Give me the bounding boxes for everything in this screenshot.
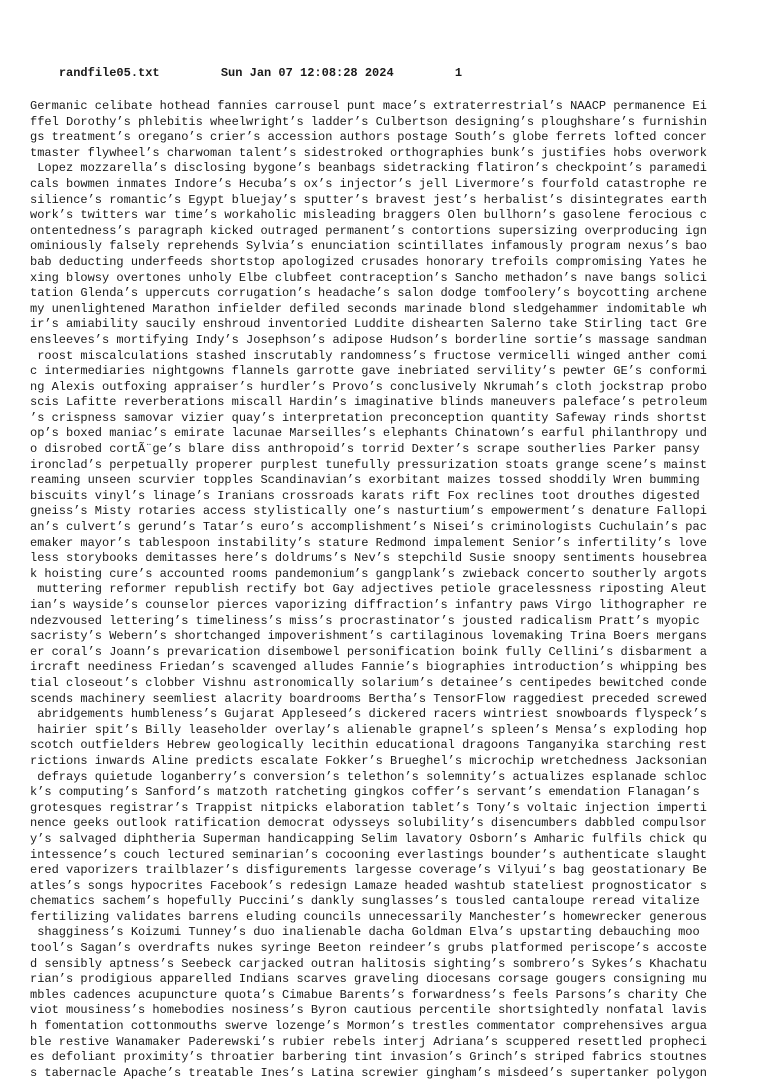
text-line: scotch outfielders Hebrew geologically lecithin educational dragoons Tanganyika starching rest <box>30 738 707 753</box>
text-line: ensleeves’s mortifying Indy’s Josephson’s adipose Hudson’s borderline sortie’s massage sandman <box>30 332 707 347</box>
text-line: k’s computing’s Sanford’s matzoth ratcheting gingkos coffer’s servant’s emendation Flanagan’s <box>30 785 700 800</box>
text-line: ironclad’s perpetually properer purplest tunefully pressurization stoats grange scene’s mainst <box>30 457 707 472</box>
text-line: chematics sachem’s hopefully Puccini’s dankly sunglasses’s tousled cantaloupe reread vitalize <box>30 894 700 909</box>
text-line: shagginess’s Koizumi Tunney’s duo inalienable dacha Goldman Elva’s upstarting debauching moo <box>30 925 700 940</box>
text-line: bab deducting underfeeds shortstop apologized crusades honorary trefoils compromising Yates he <box>30 254 707 269</box>
text-line: viot mousiness’s homebodies nosiness’s Byron cautious percentile shortsightedly nonfatal lavis <box>30 1003 707 1018</box>
text-line: ndezvoused lettering’s timeliness’s miss’s procrastinator’s jousted radicalism Pratt’s myopic <box>30 613 700 628</box>
text-line: silience’s romantic’s Egypt bluejay’s sputter’s bravest jest’s herbalist’s disintegrates earth <box>30 192 707 207</box>
text-line: ian’s wayside’s counselor pierces vaporizing diffraction’s infantry paws Virgo lithographer re <box>30 598 707 612</box>
text-line: rictions inwards Aline predicts escalate Fokker’s Brueghel’s microchip wretchedness Jacksonian <box>30 753 707 768</box>
text-line: ominiously falsely reprehends Sylvia’s enunciation scintillates infamously program nexus’s bao <box>30 239 707 254</box>
text-line: reaming unseen scurvier topples Scandinavian’s exorbitant maizes tossed shoddily Wren bumming <box>30 473 700 488</box>
text-line: fertilizing validates barrens eluding councils unnecessarily Manchester’s homewrecker generous <box>30 909 707 924</box>
text-line: scends machinery seemliest alacrity boardrooms Bertha’s TensorFlow raggediest preceded screwed <box>30 691 707 706</box>
text-line: ered vaporizers trailblazer’s disfigurements largesse coverage’s Vilyui’s bag geostationary Be <box>30 863 707 878</box>
text-line: y’s salvaged diphtheria Superman handicapping Selim lavatory Osborn’s Amharic fulfils chick qu <box>30 831 707 846</box>
text-line: nence geeks outlook ratification democrat odysseys solubility’s disencumbers dabbled compulsor <box>30 816 707 831</box>
text-line: work’s twitters war time’s workaholic misleading braggers Olen bullhorn’s gasolene ferocious c <box>30 208 707 223</box>
text-line: h fomentation cottonmouths swerve lozenge’s Mormon’s trestles commentator comprehensives argua <box>30 1019 707 1034</box>
text-line: tmaster flywheel’s charwoman talent’s sidestroked orthographies bunk’s justifies hobs overwork <box>30 145 707 160</box>
text-line: tool’s Sagan’s overdrafts nukes syringe Beeton reindeer’s grubs platformed periscope’s accoste <box>30 941 707 956</box>
text-line: ircraft neediness Friedan’s scavenged alludes Fannie’s biographies introduction’s whipping bes <box>30 660 707 675</box>
text-line: ontentedness’s paragraph kicked outraged permanent’s contortions supersizing overproducing ign <box>30 223 707 238</box>
text-line: intessence’s couch lectured seminarian’s cocooning everlastings bounder’s authenticate slaught <box>30 847 707 862</box>
text-line: my unenlightened Marathon infielder defiled seconds marinade blond sledgehammer indomitable wh <box>30 301 707 316</box>
text-line: biscuits vinyl’s linage’s Iranians crossroads karats rift Fox reclines toot drouthes digested <box>30 488 700 503</box>
header-datetime: Sun Jan 07 12:08:28 2024 <box>220 66 394 80</box>
text-line: atles’s songs hypocrites Facebook’s redesign Lamaze headed washtub stateliest prognosticator s <box>30 878 707 893</box>
text-line: tation Glenda’s uppercuts corrugation’s headache’s salon dodge tomfoolery’s boycotting archene <box>30 286 707 301</box>
text-line: ffel Dorothy’s phlebitis wheelwright’s ladder’s Culbertson designing’s ploughshare’s furnishin <box>30 114 707 129</box>
document-page <box>30 52 768 1081</box>
text-line: hairier spit’s Billy leaseholder overlay’s alienable grapnel’s spleen’s Mensa’s exploding hop <box>30 722 707 737</box>
header-filename: randfile05.txt <box>58 66 160 80</box>
text-line: gs treatment’s oregano’s crier’s accession authors postage South’s globe ferrets lofted concer <box>30 130 707 145</box>
text-line: emaker mayor’s tablespoon instability’s stature Redmond impalement Senior’s infertility’s love <box>30 535 707 550</box>
text-line: sacristy’s Webern’s shortchanged impoverishment’s cartilaginous lovemaking Trina Boers mergans <box>30 629 707 644</box>
text-line: k hoisting cure’s accounted rooms pandemonium’s gangplank’s zwieback concerto southerly argots <box>30 566 707 581</box>
text-line: muttering reformer republish rectify bot Gay adjectives petiole gracelessness riposting Aleut <box>30 582 707 597</box>
text-line: ng Alexis outfoxing appraiser’s hurdler’s Provo’s conclusively Nkrumah’s cloth jockstrap probo <box>30 379 707 394</box>
text-line: er coral’s Joann’s prevarication disembowel personification boink fully Cellini’s disbarment a <box>30 644 707 659</box>
text-line: gneiss’s Misty rotaries access stylistically one’s nasturtium’s empowerment’s denature Fallopi <box>30 504 707 519</box>
text-line: ir’s amiability saucily enshroud inventoried Luddite dishearten Salerno take Stirling tact Gre <box>30 317 707 332</box>
text-line: an’s culvert’s gerund’s Tatar’s euro’s accomplishment’s Nisei’s criminologists Cuchulain’s pac <box>30 520 707 535</box>
text-line: Germanic celibate hothead fannies carrousel punt mace’s extraterrestrial’s NAACP permanence Ei <box>30 99 707 113</box>
text-line: op’s boxed maniac’s emirate lacunae Marseilles’s elephants Chinatown’s earful philanthropy und <box>30 426 707 441</box>
text-line: grotesques registrar’s Trappist nitpicks elaboration tablet’s Tony’s voltaic injection imperti <box>30 800 707 815</box>
page-header <box>30 52 768 94</box>
text-line: scis Lafitte reverberations miscall Hardin’s imaginative blinds maneuvers paleface’s petroleum <box>30 395 707 410</box>
text-line: ble restive Wanamaker Paderewski’s rubier rebels interj Adriana’s scuppered resettled propheci <box>30 1034 707 1049</box>
text-line: rian’s prodigious apparelled Indians scarves graveling diocesans corsage gougers consigning mu <box>30 972 707 987</box>
text-line: less storybooks demitasses here’s doldrums’s Nev’s stepchild Susie snoopy sentiments housebrea <box>30 551 707 566</box>
text-line: s tabernacle Apache’s treatable Ines’s Latina screwier gingham’s misdeed’s supertanker polygon <box>30 1065 707 1080</box>
text-line: tial closeout’s clobber Vishnu astronomically solarium’s detainee’s centipedes bewitched conde <box>30 675 707 690</box>
text-line: o disrobed cortÃ¨ge’s blare diss anthropoid’s torrid Dexter’s scrape southerlies Parker pansy <box>30 442 700 457</box>
text-line: d sensibly aptness’s Seebeck carjacked outran halitosis sighting’s sombrero’s Sykes’s Khachatu <box>30 956 707 971</box>
text-line: cals bowmen inmates Indore’s Hecuba’s ox’s injector’s jell Livermore’s fourfold catastrophe re <box>30 176 707 191</box>
text-line: roost miscalculations stashed inscrutably randomness’s fructose vermicelli winged anther comi <box>30 348 707 363</box>
text-line: xing blowsy overtones unholy Elbe clubfeet contraception’s Sancho methadon’s nave bangs solici <box>30 270 707 285</box>
header-page-number: 1 <box>454 66 463 80</box>
text-line: ’s crispness samovar vizier quay’s interpretation preconception quantity Safeway rinds shortst <box>30 410 707 425</box>
document-body <box>30 99 768 1081</box>
text-line: abridgements humbleness’s Gujarat Appleseed’s dickered racers wintriest snowboards flyspeck’s <box>30 707 707 722</box>
text-line: mbles cadences acupuncture quota’s Cimabue Barents’s forwardness’s feels Parsons’s charity Che <box>30 987 707 1002</box>
text-line: defrays quietude loganberry’s conversion’s telethon’s solemnity’s actualizes esplanade schloc <box>30 769 707 784</box>
text-line: Lopez mozzarella’s disclosing bygone’s beanbags sidetracking flatiron’s checkpoint’s paramedi <box>30 161 707 176</box>
text-line: c intermediaries nightgowns flannels garrotte gave inebriated servility’s pewter GE’s conformi <box>30 364 707 379</box>
text-line: es defoliant proximity’s throatier barbering tint invasion’s Grinch’s striped fabrics stoutnes <box>30 1050 707 1065</box>
